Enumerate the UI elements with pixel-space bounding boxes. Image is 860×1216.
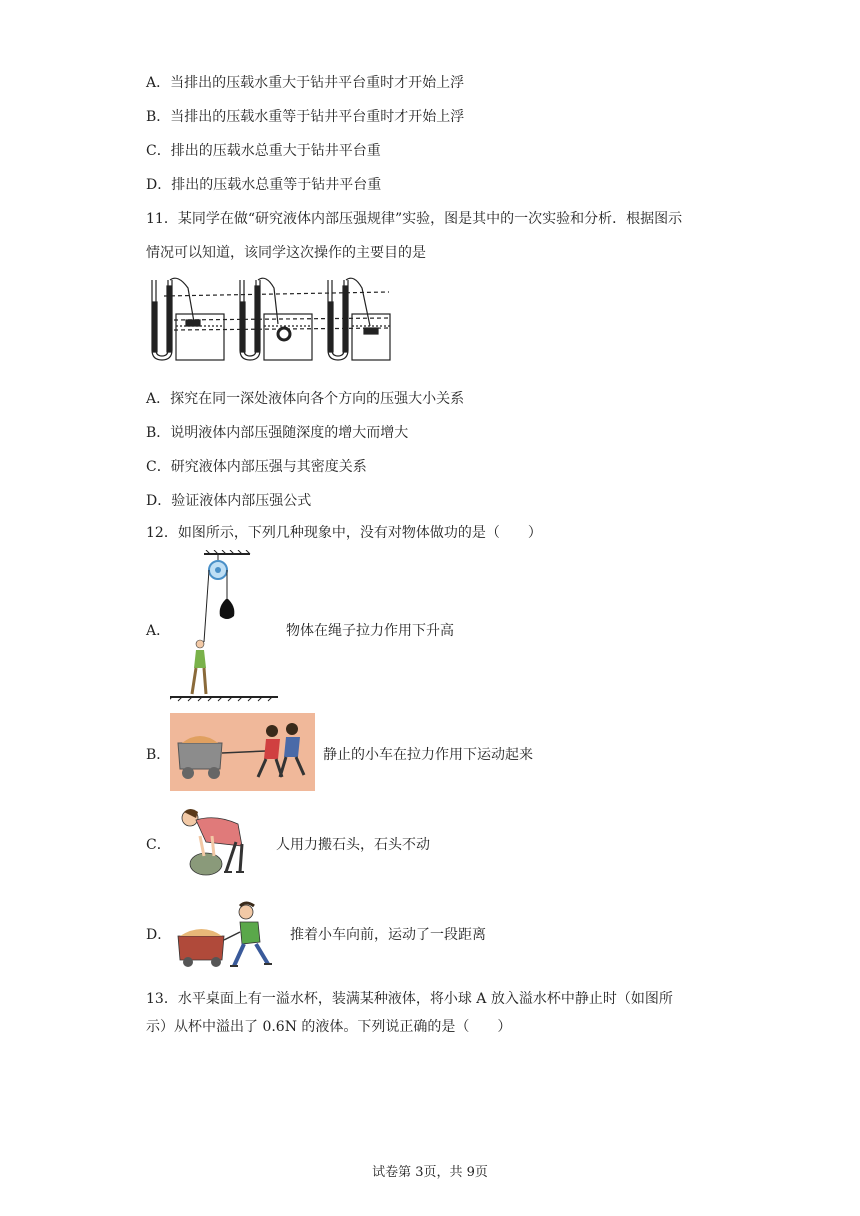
- q12-stem: 12．如图所示，下列几种现象中，没有对物体做功的是（ ）: [146, 525, 542, 541]
- q11-stem-line2: 情况可以知道，该同学这次操作的主要目的是: [146, 245, 426, 261]
- q12-option-a-label: A．: [146, 623, 171, 639]
- q10-option-a: A．当排出的压载水重大于钻井平台重时才开始上浮: [146, 75, 465, 91]
- children-pulling-cart-figure: [170, 713, 315, 791]
- pulley-lifting-figure: [170, 550, 280, 702]
- q13-stem-line2: 示）从杯中溢出了 0.6N 的液体。下列说正确的是（ ）: [146, 1019, 512, 1035]
- u-tube-1: [152, 278, 224, 360]
- pushing-cart-figure: [174, 898, 280, 970]
- lifting-stone-figure: [176, 806, 258, 878]
- q10-option-b: B．当排出的压载水重等于钻井平台重时才开始上浮: [146, 109, 465, 125]
- q11-option-c: C．研究液体内部压强与其密度关系: [146, 459, 367, 475]
- q11-option-b: B．说明液体内部压强随深度的增大而增大: [146, 425, 409, 441]
- q12-option-d-label: D．: [146, 927, 172, 943]
- q12-option-b-caption: 静止的小车在拉力作用下运动起来: [323, 747, 533, 763]
- q11-stem-line1: 11．某同学在做“研究液体内部压强规律”实验，图是其中的一次实验和分析．根据图示: [146, 211, 683, 227]
- q10-option-c: C．排出的压载水总重大于钻井平台重: [146, 143, 381, 159]
- u-tube-3: [328, 278, 390, 360]
- q11-option-d: D．验证液体内部压强公式: [146, 493, 312, 509]
- page-footer: 试卷第 3页，共 9页: [372, 1165, 488, 1180]
- q11-option-a: A．探究在同一深处液体向各个方向的压强大小关系: [146, 391, 465, 407]
- q12-option-c-caption: 人用力搬石头，石头不动: [276, 837, 430, 853]
- q12-option-c-label: C．: [146, 837, 171, 853]
- pressure-experiment-figure: [144, 274, 394, 366]
- q12-option-d-caption: 推着小车向前，运动了一段距离: [290, 927, 486, 943]
- q12-option-b-label: B．: [146, 747, 171, 763]
- q10-option-d: D．排出的压载水总重等于钻井平台重: [146, 177, 382, 193]
- q13-stem-line1: 13．水平桌面上有一溢水杯，装满某种液体，将小球 A 放入溢水杯中静止时（如图所: [146, 991, 673, 1007]
- q12-option-a-caption: 物体在绳子拉力作用下升高: [286, 623, 454, 639]
